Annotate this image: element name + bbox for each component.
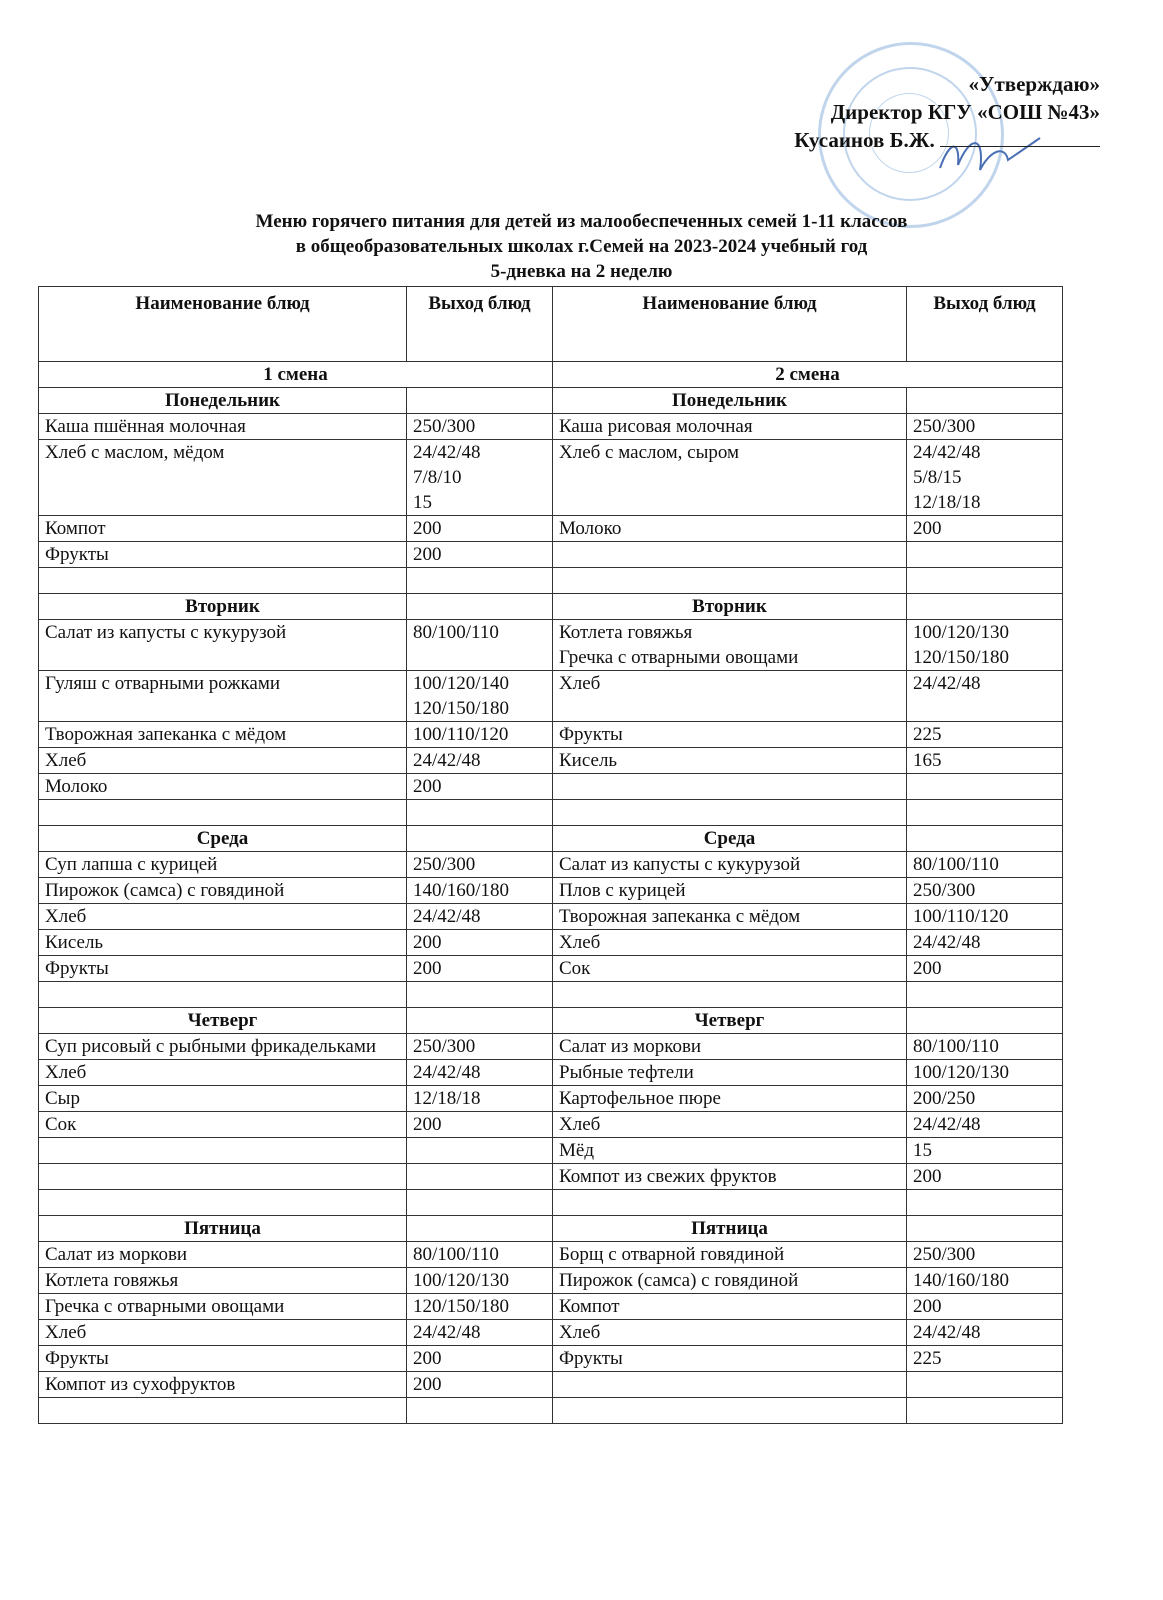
dish-name-shift-1: Салат из моркови	[39, 1242, 407, 1268]
empty-cell	[907, 1190, 1063, 1216]
day-label-right: Пятница	[553, 1216, 907, 1242]
dish-name-shift-1: Котлета говяжья	[39, 1268, 407, 1294]
day-row-monday	[39, 388, 1063, 414]
dish-output-shift-2: 140/160/180	[907, 1268, 1063, 1294]
empty-cell	[39, 568, 407, 594]
header-output-right: Выход блюд	[907, 287, 1063, 362]
dish-output-shift-2: 100/110/120	[907, 904, 1063, 930]
empty-cell	[907, 982, 1063, 1008]
dish-output-shift-1: 200	[407, 774, 553, 800]
dish-output-shift-1: 12/18/18	[407, 1086, 553, 1112]
table-row	[39, 671, 1063, 722]
table-row	[39, 1268, 1063, 1294]
dish-name-shift-1: Суп рисовый с рыбными фрикадельками	[39, 1034, 407, 1060]
dish-output-shift-1: 100/110/120	[407, 722, 553, 748]
table-row	[39, 930, 1063, 956]
empty-cell	[39, 982, 407, 1008]
dish-output-shift-1: 250/300	[407, 414, 553, 440]
dish-output-shift-1: 80/100/110	[407, 1242, 553, 1268]
title-line-3: 5-дневка на 2 неделю	[490, 261, 673, 282]
empty-cell	[407, 1190, 553, 1216]
dish-output-shift-1: 24/42/48	[407, 904, 553, 930]
day-label-left: Четверг	[39, 1008, 407, 1034]
empty-cell	[553, 568, 907, 594]
dish-output-shift-2: 250/300	[907, 414, 1063, 440]
table-row	[39, 956, 1063, 982]
dish-name-shift-2: Сок	[553, 956, 907, 982]
dish-output-shift-1: 250/300	[407, 852, 553, 878]
dish-name-shift-2	[553, 542, 907, 568]
shift-row	[39, 362, 1063, 388]
empty-cell	[39, 1190, 407, 1216]
day-empty-left	[407, 1008, 553, 1034]
dish-name-shift-2: Фрукты	[553, 722, 907, 748]
empty-cell	[553, 800, 907, 826]
empty-cell	[907, 568, 1063, 594]
dish-output-shift-1	[407, 1138, 553, 1164]
dish-output-shift-1: 200	[407, 542, 553, 568]
day-row-wednesday	[39, 826, 1063, 852]
approval-line-3: Кусаинов Б.Ж.	[740, 126, 1100, 154]
empty-cell	[907, 1398, 1063, 1424]
separator-row	[39, 1190, 1063, 1216]
dish-name-shift-1: Сыр	[39, 1086, 407, 1112]
dish-name-shift-1: Кисель	[39, 930, 407, 956]
dish-name-shift-1: Сок	[39, 1112, 407, 1138]
dish-name-shift-2: Хлеб с маслом, сыром	[553, 440, 907, 516]
title-line-2: в общеобразовательных школах г.Семей на 2023-2024 учебный год	[295, 236, 868, 257]
dish-output-shift-2: 80/100/110	[907, 852, 1063, 878]
empty-cell	[39, 1398, 407, 1424]
day-row-tuesday	[39, 594, 1063, 620]
dish-name-shift-1: Хлеб	[39, 748, 407, 774]
dish-name-shift-2: Салат из капусты с кукурузой	[553, 852, 907, 878]
day-label-left: Среда	[39, 826, 407, 852]
dish-output-shift-2: 165	[907, 748, 1063, 774]
menu-body	[39, 388, 1063, 1424]
dish-name-shift-2: Плов с курицей	[553, 878, 907, 904]
table-row	[39, 1346, 1063, 1372]
day-empty-right	[907, 826, 1063, 852]
dish-output-shift-1: 250/300	[407, 1034, 553, 1060]
dish-output-shift-2: 80/100/110	[907, 1034, 1063, 1060]
dish-output-shift-2: 200	[907, 516, 1063, 542]
dish-output-shift-2: 24/42/48	[907, 930, 1063, 956]
dish-output-shift-2: 24/42/48	[907, 1112, 1063, 1138]
dish-name-shift-2: Хлеб	[553, 930, 907, 956]
dish-name-shift-1	[39, 1138, 407, 1164]
dish-name-shift-1: Компот из сухофруктов	[39, 1372, 407, 1398]
day-empty-right	[907, 388, 1063, 414]
title-line-1: Меню горячего питания для детей из малообеспеченных семей 1-11 классов	[255, 211, 908, 232]
day-label-right: Вторник	[553, 594, 907, 620]
dish-output-shift-2: 250/300	[907, 878, 1063, 904]
dish-output-shift-2: 250/300	[907, 1242, 1063, 1268]
dish-name-shift-1: Фрукты	[39, 542, 407, 568]
empty-cell	[553, 982, 907, 1008]
day-empty-right	[907, 1216, 1063, 1242]
table-row	[39, 852, 1063, 878]
table-row	[39, 748, 1063, 774]
dish-output-shift-2: 24/42/48	[907, 1320, 1063, 1346]
dish-name-shift-2: Хлеб	[553, 1320, 907, 1346]
dish-output-shift-2: 24/42/48	[907, 671, 1063, 722]
day-label-left: Понедельник	[39, 388, 407, 414]
header-output-left: Выход блюд	[407, 287, 553, 362]
dish-output-shift-1: 24/42/48 7/8/10 15	[407, 440, 553, 516]
day-empty-left	[407, 1216, 553, 1242]
day-label-left: Вторник	[39, 594, 407, 620]
day-row-thursday	[39, 1008, 1063, 1034]
dish-name-shift-1: Суп лапша с курицей	[39, 852, 407, 878]
dish-output-shift-2: 100/120/130	[907, 1060, 1063, 1086]
separator-row	[39, 1398, 1063, 1424]
shift-1: 1 смена	[39, 362, 553, 388]
table-row	[39, 1138, 1063, 1164]
day-empty-left	[407, 826, 553, 852]
empty-cell	[907, 800, 1063, 826]
day-empty-right	[907, 594, 1063, 620]
table-row	[39, 620, 1063, 671]
dish-output-shift-1: 24/42/48	[407, 1060, 553, 1086]
empty-cell	[407, 1398, 553, 1424]
approval-line-2: Директор КГУ «СОШ №43»	[830, 100, 1100, 124]
dish-output-shift-2	[907, 542, 1063, 568]
dish-output-shift-1: 24/42/48	[407, 1320, 553, 1346]
dish-output-shift-2: 200	[907, 1294, 1063, 1320]
dish-name-shift-2: Пирожок (самса) с говядиной	[553, 1268, 907, 1294]
dish-output-shift-2: 200/250	[907, 1086, 1063, 1112]
empty-cell	[407, 800, 553, 826]
dish-output-shift-1: 120/150/180	[407, 1294, 553, 1320]
dish-output-shift-1: 200	[407, 1112, 553, 1138]
dish-name-shift-1	[39, 1164, 407, 1190]
dish-name-shift-2: Борщ с отварной говядиной	[553, 1242, 907, 1268]
shift-2: 2 смена	[553, 362, 1063, 388]
header-dish-name-right: Наименование блюд	[553, 287, 907, 362]
header-dish-name-left: Наименование блюд	[39, 287, 407, 362]
dish-output-shift-2: 100/120/130 120/150/180	[907, 620, 1063, 671]
empty-cell	[553, 1190, 907, 1216]
table-row	[39, 1164, 1063, 1190]
dish-name-shift-1: Хлеб с маслом, мёдом	[39, 440, 407, 516]
table-row	[39, 722, 1063, 748]
dish-name-shift-1: Каша пшённая молочная	[39, 414, 407, 440]
table-row	[39, 1034, 1063, 1060]
dish-name-shift-2: Рыбные тефтели	[553, 1060, 907, 1086]
day-label-right: Среда	[553, 826, 907, 852]
dish-name-shift-2: Творожная запеканка с мёдом	[553, 904, 907, 930]
empty-cell	[407, 982, 553, 1008]
table-row	[39, 414, 1063, 440]
table-row	[39, 1086, 1063, 1112]
separator-row	[39, 800, 1063, 826]
dish-name-shift-2: Салат из моркови	[553, 1034, 907, 1060]
dish-name-shift-1: Гуляш с отварными рожками	[39, 671, 407, 722]
day-row-friday	[39, 1216, 1063, 1242]
dish-output-shift-1: 80/100/110	[407, 620, 553, 671]
dish-name-shift-1: Салат из капусты с кукурузой	[39, 620, 407, 671]
dish-name-shift-1: Творожная запеканка с мёдом	[39, 722, 407, 748]
dish-name-shift-1: Фрукты	[39, 1346, 407, 1372]
table-row	[39, 1294, 1063, 1320]
dish-output-shift-2	[907, 774, 1063, 800]
dish-name-shift-2	[553, 774, 907, 800]
dish-name-shift-1: Хлеб	[39, 904, 407, 930]
dish-output-shift-2	[907, 1372, 1063, 1398]
table-row	[39, 1060, 1063, 1086]
dish-name-shift-2: Фрукты	[553, 1346, 907, 1372]
separator-row	[39, 982, 1063, 1008]
dish-name-shift-1: Хлеб	[39, 1320, 407, 1346]
dish-output-shift-2: 225	[907, 722, 1063, 748]
dish-output-shift-2: 24/42/48 5/8/15 12/18/18	[907, 440, 1063, 516]
dish-name-shift-2: Картофельное пюре	[553, 1086, 907, 1112]
dish-output-shift-1: 24/42/48	[407, 748, 553, 774]
table-row	[39, 1112, 1063, 1138]
dish-output-shift-1: 200	[407, 930, 553, 956]
dish-name-shift-2: Каша рисовая молочная	[553, 414, 907, 440]
dish-name-shift-2: Хлеб	[553, 1112, 907, 1138]
approval-block	[740, 70, 1100, 154]
dish-name-shift-2: Хлеб	[553, 671, 907, 722]
dish-name-shift-1: Пирожок (самса) с говядиной	[39, 878, 407, 904]
dish-name-shift-2: Мёд	[553, 1138, 907, 1164]
dish-name-shift-2: Молоко	[553, 516, 907, 542]
table-row	[39, 1242, 1063, 1268]
separator-row	[39, 568, 1063, 594]
dish-name-shift-1: Гречка с отварными овощами	[39, 1294, 407, 1320]
dish-name-shift-2: Кисель	[553, 748, 907, 774]
dish-name-shift-1: Хлеб	[39, 1060, 407, 1086]
dish-output-shift-1: 200	[407, 516, 553, 542]
table-row	[39, 440, 1063, 516]
dish-name-shift-2	[553, 1372, 907, 1398]
table-row	[39, 1320, 1063, 1346]
dish-output-shift-2: 200	[907, 1164, 1063, 1190]
dish-output-shift-2: 225	[907, 1346, 1063, 1372]
dish-output-shift-1: 100/120/140 120/150/180	[407, 671, 553, 722]
dish-output-shift-1: 200	[407, 1372, 553, 1398]
day-empty-left	[407, 388, 553, 414]
table-row	[39, 516, 1063, 542]
dish-output-shift-1: 200	[407, 956, 553, 982]
dish-output-shift-2: 200	[907, 956, 1063, 982]
table-row	[39, 542, 1063, 568]
table-row	[39, 1372, 1063, 1398]
empty-cell	[39, 800, 407, 826]
dish-name-shift-2: Котлета говяжья Гречка с отварными овощами	[553, 620, 907, 671]
empty-cell	[407, 568, 553, 594]
dish-output-shift-1: 140/160/180	[407, 878, 553, 904]
table-header-row	[39, 287, 1063, 362]
document-title	[0, 209, 1163, 284]
table-row	[39, 774, 1063, 800]
day-label-right: Четверг	[553, 1008, 907, 1034]
empty-cell	[553, 1398, 907, 1424]
day-empty-right	[907, 1008, 1063, 1034]
dish-name-shift-1: Компот	[39, 516, 407, 542]
dish-output-shift-2: 15	[907, 1138, 1063, 1164]
day-label-left: Пятница	[39, 1216, 407, 1242]
day-label-right: Понедельник	[553, 388, 907, 414]
table-row	[39, 904, 1063, 930]
approval-line-1: «Утверждаю»	[968, 72, 1100, 96]
dish-output-shift-1	[407, 1164, 553, 1190]
menu-table	[38, 286, 1063, 1424]
dish-name-shift-2: Компот из свежих фруктов	[553, 1164, 907, 1190]
dish-name-shift-2: Компот	[553, 1294, 907, 1320]
dish-output-shift-1: 200	[407, 1346, 553, 1372]
day-empty-left	[407, 594, 553, 620]
table-row	[39, 878, 1063, 904]
dish-name-shift-1: Молоко	[39, 774, 407, 800]
dish-name-shift-1: Фрукты	[39, 956, 407, 982]
dish-output-shift-1: 100/120/130	[407, 1268, 553, 1294]
